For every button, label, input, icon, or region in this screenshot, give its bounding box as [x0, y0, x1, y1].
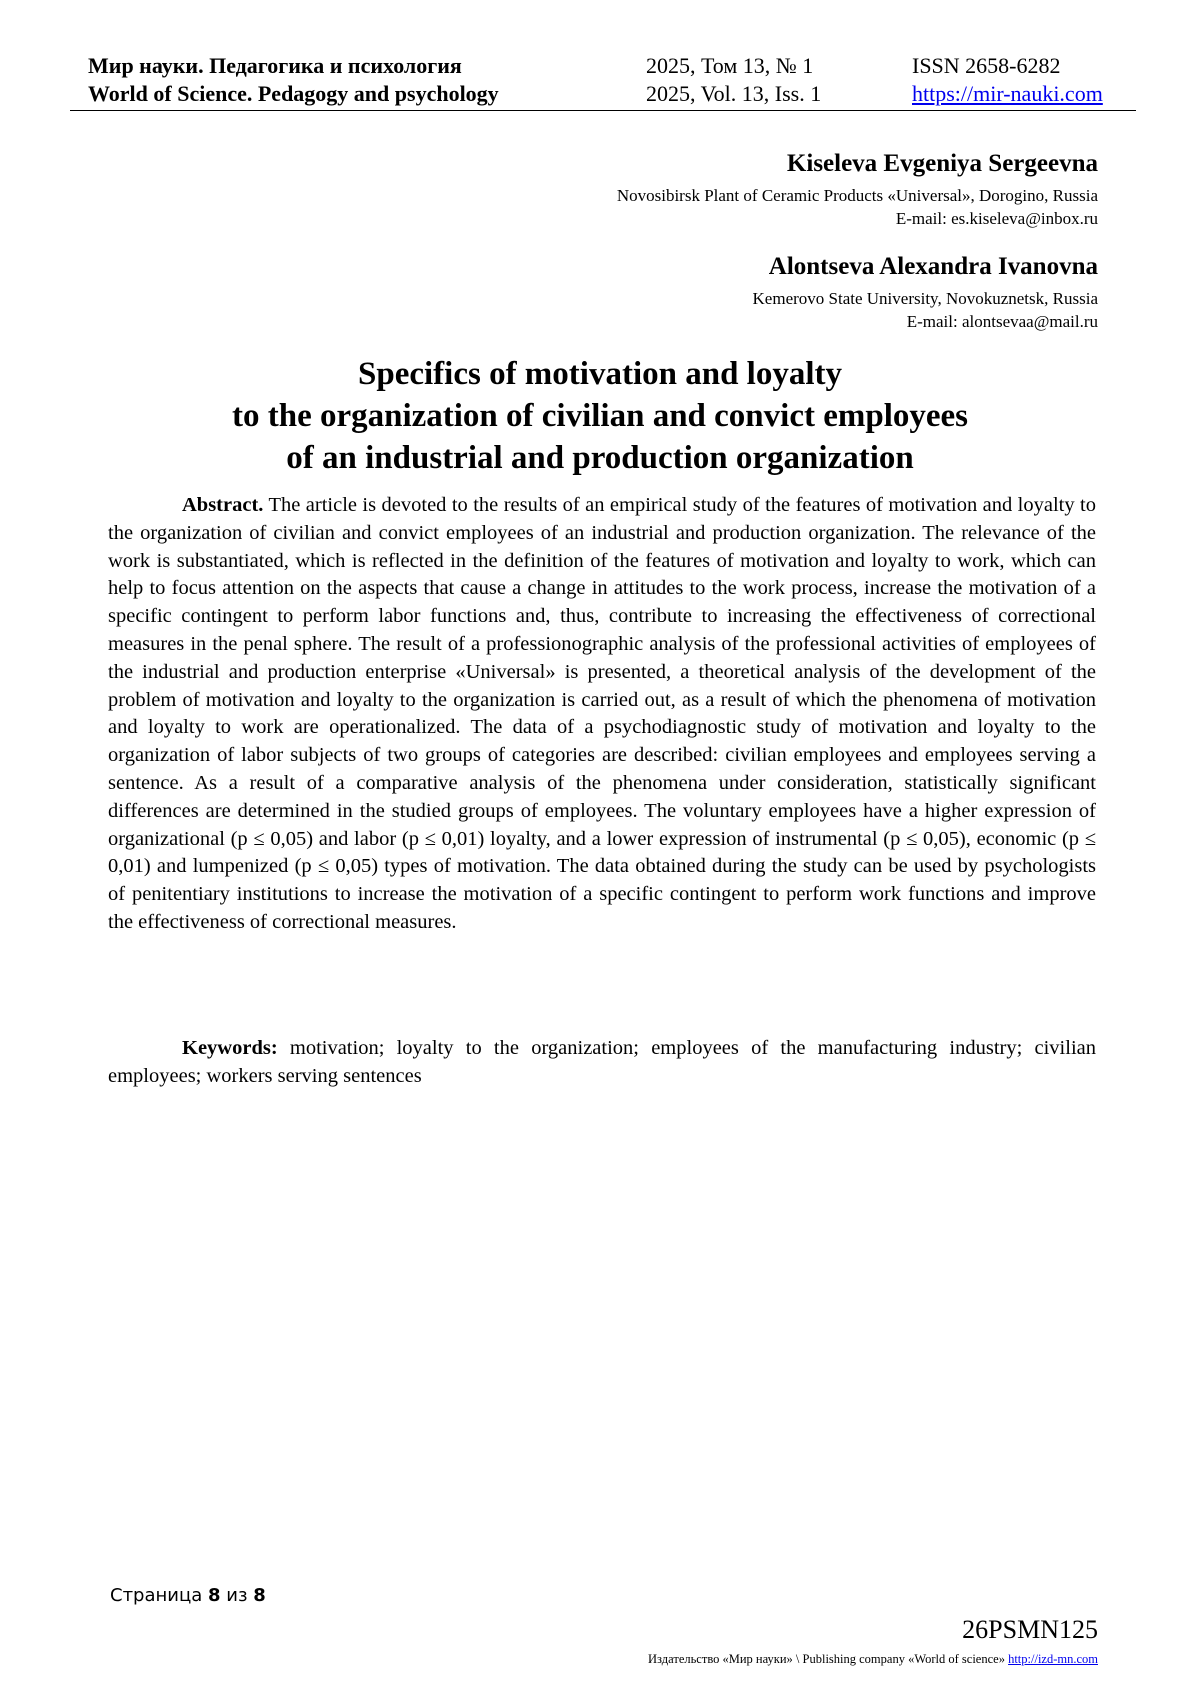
- publisher-link[interactable]: http://izd-mn.com: [1008, 1652, 1098, 1666]
- abstract-paragraph: [108, 492, 1096, 937]
- journal-site-link[interactable]: https://mir-nauki.com: [912, 81, 1103, 106]
- issue-info-en: 2025, Vol. 13, Iss. 1: [646, 81, 822, 106]
- header-divider: [70, 110, 1136, 111]
- page-prefix: Страница: [110, 1585, 203, 1606]
- author-email: E-mail: es.kiseleva@inbox.ru: [895, 209, 1098, 228]
- journal-title-en: World of Science. Pedagogy and psychology: [88, 81, 499, 106]
- issue-info-ru: 2025, Том 13, № 1: [646, 53, 814, 78]
- issn: ISSN 2658-6282: [912, 53, 1061, 78]
- title-line: Specifics of motivation and loyalty: [358, 356, 842, 392]
- page-total: 8: [253, 1585, 266, 1606]
- title-line: to the organization of civilian and convict employees: [231, 398, 969, 434]
- author-block-2: [753, 253, 1098, 333]
- keywords-label: Keywords:: [182, 1037, 278, 1059]
- publisher-text: Издательство «Мир науки» \ Publishing company «World of science»: [648, 1652, 1005, 1666]
- keywords-paragraph: [108, 1035, 1096, 1091]
- title-line: of an industrial and production organization: [286, 440, 914, 476]
- abstract-label: Abstract.: [182, 494, 264, 516]
- author-name: Alontseva Alexandra Ivanovna: [768, 253, 1098, 280]
- page-current: 8: [208, 1585, 221, 1606]
- author-email: E-mail: alontsevaa@mail.ru: [906, 312, 1098, 331]
- author-block-1: [617, 150, 1098, 230]
- abstract-text: The article is devoted to the results of an empirical study of the features of motivation and loyalty to the organization of civilian and convict employees of an industrial and production organization. The relevance of the work is substantiated, which is reflected in the definition of the features of motivation and loyalty to work, which can help to focus attention on the aspects that cause a change in attitudes to the work process, increase the motivation of a specific contingent to perform labor functions and, thus, contribute to increasing the effectiveness of correctional measures in the penal sphere. The result of a professionographic analysis of the professional activities of employees of the industrial and production enterprise «Universal» is presented, a theoretical analysis of the development of the problem of motivation and loyalty to the organization is carried out, as a result of which the phenomena of motivation and loyalty to work are operationalized. The data of a psychodiagnostic study of motivation and loyalty to the organization of labor subjects of two groups of categories are described: civilian employees and employees serving a sentence. As a result of a comparative analysis of the phenomena under consideration, statistically significant differences are determined in the studied groups of employees. The voluntary employees have a higher expression of organizational (p ≤ 0,05) and labor (p ≤ 0,01) loyalty, and a lower expression of instrumental (p ≤ 0,05), economic (p ≤ 0,01) and lumpenized (p ≤ 0,05) types of motivation. The data obtained during the study can be used by psychologists of penitentiary institutions to increase the motivation of a specific contingent to perform work functions and improve the effectiveness of correctional measures.: [108, 494, 1096, 933]
- page-counter: [110, 1585, 266, 1606]
- author-affiliation: Novosibirsk Plant of Ceramic Products «Universal», Dorogino, Russia: [616, 186, 1098, 205]
- article-title: [100, 353, 1100, 479]
- author-name: Kiseleva Evgeniya Sergeevna: [786, 150, 1098, 177]
- document-code: 26PSMN125: [962, 1615, 1098, 1644]
- keywords-text: motivation; loyalty to the organization; employees of the manufacturing industry; civilian employees; workers serving sentences: [108, 1037, 1096, 1087]
- publisher-line: [648, 1652, 1098, 1667]
- journal-title-ru: Мир науки. Педагогика и психология: [88, 53, 462, 78]
- page-separator: из: [226, 1585, 248, 1606]
- author-affiliation: Kemerovo State University, Novokuznetsk, Russia: [752, 289, 1098, 308]
